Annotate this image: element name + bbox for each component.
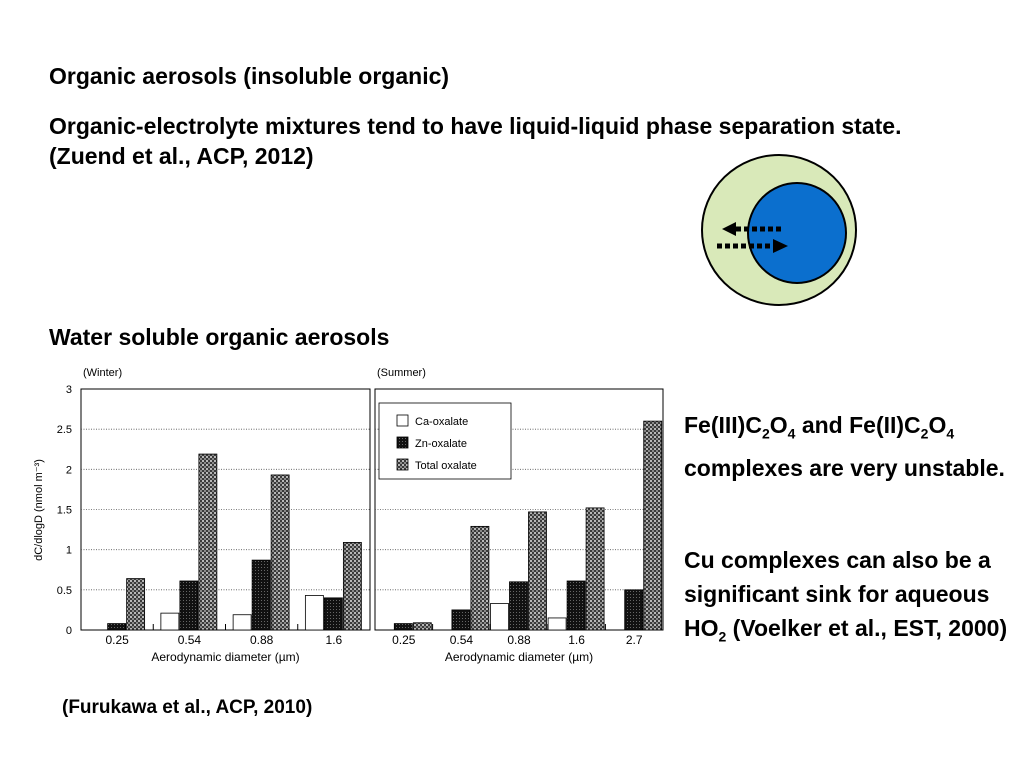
legend-label: Total oxalate [415, 460, 477, 472]
iron-oxalate-note [684, 408, 1019, 485]
panel-title: (Summer) [377, 367, 426, 379]
x-axis-label: Aerodynamic diameter (µm) [444, 650, 594, 664]
bar-ca-oxalate [548, 618, 566, 630]
y-tick-label: 3 [65, 384, 72, 396]
x-tick-label: 0.88 [249, 633, 274, 647]
x-tick-label: 0.54 [449, 633, 474, 647]
cu-note-text-1: Cu complexes can also be a significant sink for aqueous HO [684, 547, 991, 641]
x-tick-label: 0.25 [105, 633, 129, 647]
bar-total-oxalate [199, 454, 217, 630]
cu-note-text-2: (Voelker et al., EST, 2000) [726, 615, 1008, 641]
fe-note-sub-3: 2 [920, 425, 929, 442]
bar-total-oxalate [271, 475, 289, 630]
y-axis-label: dC/dlogD (nmol m⁻³) [33, 459, 45, 561]
bar-total-oxalate [413, 623, 431, 630]
legend-label: Zn-oxalate [415, 438, 467, 450]
x-tick-label: 0.54 [177, 633, 202, 647]
fe-note-text-5: complexes are very unstable. [684, 454, 1005, 481]
legend-swatch [397, 437, 408, 448]
bar-zn-oxalate [510, 582, 528, 630]
y-tick-label: 1 [65, 544, 72, 557]
copper-complex-note [684, 543, 1019, 654]
bar-ca-oxalate [305, 595, 323, 630]
legend-swatch [397, 459, 408, 470]
fe-note-text-4: O [928, 412, 947, 438]
fe-note-sub-2: 4 [787, 425, 796, 442]
x-axis-label: Aerodynamic diameter (µm) [151, 650, 300, 664]
fe-note-sub-1: 2 [761, 425, 770, 442]
bar-zn-oxalate [567, 581, 585, 630]
bar-total-oxalate [343, 542, 361, 630]
bar-zn-oxalate [625, 590, 643, 630]
phase-separated-droplet-diagram [700, 153, 860, 308]
bar-total-oxalate [586, 508, 604, 630]
bar-ca-oxalate [233, 615, 251, 630]
fe-note-text-1: Fe(III)C [684, 412, 762, 438]
bar-zn-oxalate [108, 624, 126, 630]
citation: (Furukawa et al., ACP, 2010) [62, 697, 313, 718]
bar-total-oxalate [471, 526, 489, 630]
bar-zn-oxalate [180, 581, 198, 630]
x-tick-label: 0.88 [507, 633, 531, 647]
y-tick-label: 0.5 [56, 584, 72, 597]
bar-ca-oxalate [491, 603, 509, 630]
liquid-phase-separation-text: Organic-electrolyte mixtures tend to have liquid-liquid phase separation state. (Zuend et al., ACP, 2012) [49, 113, 902, 169]
heading-insoluble-organic: Organic aerosols (insoluble organic) [49, 63, 450, 89]
bar-zn-oxalate [394, 624, 412, 630]
legend-swatch [397, 415, 408, 426]
bar-total-oxalate [127, 579, 145, 630]
cu-note-sub-1: 2 [718, 628, 727, 645]
heading-water-soluble: Water soluble organic aerosols [49, 324, 390, 350]
y-tick-label: 0 [65, 625, 72, 637]
x-tick-label: 0.25 [392, 633, 416, 647]
legend-label: Ca-oxalate [415, 416, 469, 428]
bar-zn-oxalate [252, 560, 270, 630]
panel-title: (Winter) [83, 367, 123, 379]
droplet-inner-aqueous-core [748, 183, 846, 283]
bar-ca-oxalate [161, 613, 179, 630]
fe-note-text-2: O [769, 412, 788, 438]
bar-zn-oxalate [452, 610, 470, 630]
fe-note-text-3: and Fe(II)C [795, 412, 921, 438]
y-tick-label: 1.5 [56, 504, 72, 517]
x-tick-label: 2.7 [625, 633, 643, 647]
oxalate-size-distribution-chart [30, 360, 670, 680]
x-tick-label: 1.6 [568, 633, 585, 647]
bar-total-oxalate [529, 512, 547, 630]
fe-note-sub-4: 4 [946, 425, 955, 442]
bar-total-oxalate [644, 421, 662, 630]
y-tick-label: 2.5 [56, 424, 72, 437]
bar-zn-oxalate [324, 598, 342, 630]
y-tick-label: 2 [65, 464, 72, 477]
x-tick-label: 1.6 [325, 633, 343, 647]
